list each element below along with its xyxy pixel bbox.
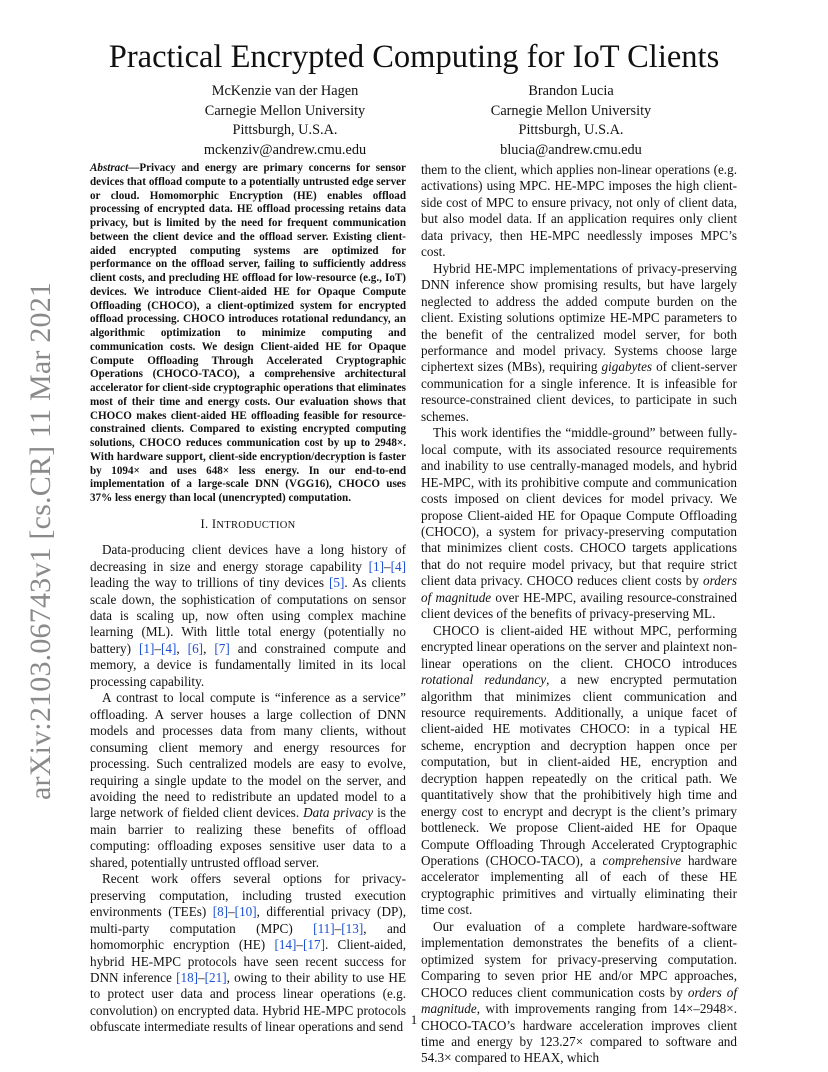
paragraph-hybrid <box>421 261 737 426</box>
arxiv-identifier-stamp: arXiv:2103.06743v1 [cs.CR] 11 Mar 2021 <box>24 281 57 800</box>
text-run: , and homomorphic encryption (HE) <box>90 920 406 953</box>
citation-link[interactable]: [1] <box>368 558 385 574</box>
text-run: , owing to their ability to use HE to protect user data and process linear operations (e.g. convolution) on encrypted data. Hybrid HE-MPC protocols obfuscate intermediate results of linear operations and send <box>90 969 406 1035</box>
continued-paragraph: them to the client, which applies non-linear operations (e.g. activations) using MPC. HE-MPC imposes the high client-side cost of MPC to ensure privacy, not only of client data, but also model data. If an application requires only client data privacy, then HE-MPC needlessly imposes MPC’s cost. <box>421 162 737 260</box>
paragraph-middle-ground <box>421 425 737 622</box>
emphasis: orders of magnitude <box>421 984 737 1017</box>
citation-link[interactable]: [4] <box>390 558 406 574</box>
abstract <box>90 162 406 506</box>
citation-link[interactable]: [6] <box>187 640 204 656</box>
abstract-label: Abstract— <box>90 162 140 174</box>
paragraph-evaluation <box>421 919 737 1067</box>
section-number: I. <box>200 516 209 531</box>
citation-link[interactable]: [18] <box>176 969 199 985</box>
author-affiliation: Carnegie Mellon University <box>204 102 366 119</box>
right-column <box>421 162 737 1067</box>
author-block-1 <box>140 82 430 160</box>
text-run: – <box>384 558 391 574</box>
text-run: – <box>334 920 342 936</box>
citation-link[interactable]: [8] <box>212 904 229 920</box>
text-run: . As clients scale down, the sophistication of computations on sensor data is scaling up, now often using complex machine learning (ML). With little total energy (potentially no battery) <box>90 575 406 656</box>
text-run: – <box>228 904 235 920</box>
text-run: A contrast to local compute is “inference as a service” offloading. A server houses a large collection of DNN models and processes data from many clients, without consuming client memory and energy resources for processing. Such centralized models are easy to evolve, requiring a single update to the model on the server, and avoiding the need to redistribute an updated model to a large network of fielded client devices. <box>90 690 406 821</box>
text-run: This work identifies the “middle-ground” between fully-local compute, with its associated resource requirements and inability to use centrally-managed models, and hybrid HE-MPC, with its prohibitive compute and communication costs imposed on client devices for model privacy. We propose Client-aided HE for Opaque Compute Offloading (CHOCO), a system for privacy-preserving computation that minimizes client costs. CHOCO targets applications that do not require model privacy, but that require strict client data privacy. CHOCO reduces client costs by <box>421 425 737 589</box>
citation-link[interactable]: [11] <box>313 920 335 936</box>
citation-link[interactable]: [13] <box>341 920 364 936</box>
intro-paragraph-1 <box>90 542 406 690</box>
emphasis: rotational redundancy <box>421 672 547 688</box>
citation-link[interactable]: [10] <box>234 904 257 920</box>
citation-link[interactable]: [21] <box>204 969 227 985</box>
section-title-rest: NTRODUCTION <box>216 519 296 531</box>
text-run: Hybrid HE-MPC implementations of privacy-preserving DNN inference show promising results, but have largely neglected to address the added compute burden on the client. Existing solutions optimize HE-MPC parameters to the benefit of the centralized model server, for both performance and model privacy. Systems choose large ciphertext sizes (MBs), requiring <box>421 260 737 375</box>
citation-link[interactable]: [4] <box>160 640 177 656</box>
abstract-text: Privacy and energy are primary concerns for sensor devices that offload compute to a potentially untrusted edge server or cloud. Homomorphic Encryption (HE) enables offload processing of encrypted data. HE offload processing retains data privacy, but is limited by the need for frequent communication between the client device and the offload server. Existing client-aided encrypted computing systems are optimized for performance on the offload server, failing to sufficiently address client costs, and precluding HE offload for low-resource (e.g., IoT) devices. We introduce Client-aided HE for Opaque Compute Offloading (CHOCO), a client-optimized system for encrypted offload processing. CHOCO introduces rotational redundancy, an algorithmic optimization to minimize computing and communication costs. We design Client-aided HE for Opaque Compute Offloading Through Accelerated Cryptographic Operations (CHOCO-TACO), a comprehensive architectural accelerator for client-side cryptographic operations that eliminates most of their time and energy costs. Our evaluation shows that CHOCO makes client-aided HE offloading feasible for resource-constrained clients. Compared to existing encrypted computing solutions, CHOCO reduces communication cost by up to 2948×. With hardware support, client-side encryption/decryption is faster by 1094× and uses 648× less energy. In our end-to-end implementation of a large-scale DNN (VGG16), CHOCO uses 37% less energy than local (unencrypted) computation. <box>90 162 406 504</box>
text-run: – <box>296 937 304 953</box>
text-run: , a new encrypted permutation algorithm that minimizes client communication and resource requirements. Additionally, a unique facet of client-aided HE motivates CHOCO: in a typical HE scheme, encryption and decryption happen once per computation, but in client-aided HE, encryption and decryption happen repeatedly on the critical path. We quantitatively show that the prohibitively high time and energy cost to encrypt and decrypt is the client’s primary bottleneck. We propose Client-aided HE for Opaque Compute Offloading Through Accelerated Cryptographic Operations (CHOCO-TACO), a <box>421 672 737 869</box>
citation-link[interactable]: [14] <box>274 937 297 953</box>
emphasis: Data privacy <box>303 805 374 821</box>
text-run: Our evaluation of a complete hardware-software implementation demonstrates the benefits of a client-optimized system for privacy-preserving computation. Comparing to seven prior HE and/or MPC approaches, CHOCO reduces client communication costs by <box>421 918 737 1000</box>
text-run: and constrained compute and memory, a device is fundamentally limited in its local processing capability. <box>90 640 407 689</box>
author-email: mckenziv@andrew.cmu.edu <box>203 141 367 158</box>
text-run: CHOCO is client-aided HE without MPC, performing encrypted linear operations on the server and plaintext non-linear operations on the client. CHOCO introduces <box>421 622 737 671</box>
left-column <box>90 162 406 1036</box>
author-location: Pittsburgh, U.S.A. <box>518 122 624 138</box>
paragraph-choco <box>421 623 737 919</box>
text-run: leading the way to trillions of tiny devices <box>90 575 330 591</box>
author-block-2 <box>426 82 716 160</box>
text-run: is the main barrier to realizing these benefits of offload computing: offloading exposes sensitive user data to a shared, potentially untrusted offload server. <box>90 805 406 870</box>
text-run: , with improvements ranging from 14×–2948×. CHOCO-TACO’s hardware acceleration improves client time and energy by 123.27× compared to software and 54.3× compared to HEAX, which <box>421 1001 737 1066</box>
intro-paragraph-2 <box>90 690 406 871</box>
text-run: , <box>203 640 215 656</box>
citation-link[interactable]: [5] <box>329 575 345 591</box>
emphasis: orders of magnitude <box>421 573 737 605</box>
paper-title: Practical Encrypted Computing for IoT Clients <box>108 39 720 75</box>
text-run: over HE-MPC, availing resource-constrained client devices of the benefits of privacy-preserving ML. <box>421 589 737 622</box>
emphasis: gigabytes <box>601 359 653 375</box>
text-run: hardware accelerator implementing all of each of these HE cryptographic primitives and virtually eliminating their time cost. <box>421 853 737 918</box>
author-email: blucia@andrew.cmu.edu <box>500 141 642 158</box>
citation-link[interactable]: [1] <box>139 640 155 656</box>
author-name: Brandon Lucia <box>528 83 614 99</box>
text-run: – <box>154 640 161 656</box>
text-run: Recent work offers several options for privacy-preserving computation, including trusted execution environments (TEEs) <box>90 871 406 920</box>
author-affiliation: Carnegie Mellon University <box>490 102 652 119</box>
text-run: . Client-aided, hybrid HE-MPC protocols have seen recent success for DNN inference <box>90 937 407 985</box>
section-heading <box>90 516 406 534</box>
text-run: , differential privacy (DP), multi-party computation (MPC) <box>90 904 406 936</box>
text-run: , <box>176 640 188 656</box>
citation-link[interactable]: [17] <box>303 937 325 953</box>
text-run: of client-server communication for a single inference. It is infeasible for resource-constrained client devices, to participate in such schemes. <box>421 359 737 424</box>
text-run: – <box>198 969 205 985</box>
page-number: 1 <box>410 1012 418 1027</box>
text-run: Data-producing client devices have a long history of decreasing in size and energy storage capability <box>90 542 406 574</box>
emphasis: comprehensive <box>602 853 682 869</box>
author-location: Pittsburgh, U.S.A. <box>232 122 338 138</box>
citation-link[interactable]: [7] <box>214 640 230 656</box>
author-name: McKenzie van der Hagen <box>211 83 359 99</box>
section-title-initial: I <box>211 516 217 531</box>
